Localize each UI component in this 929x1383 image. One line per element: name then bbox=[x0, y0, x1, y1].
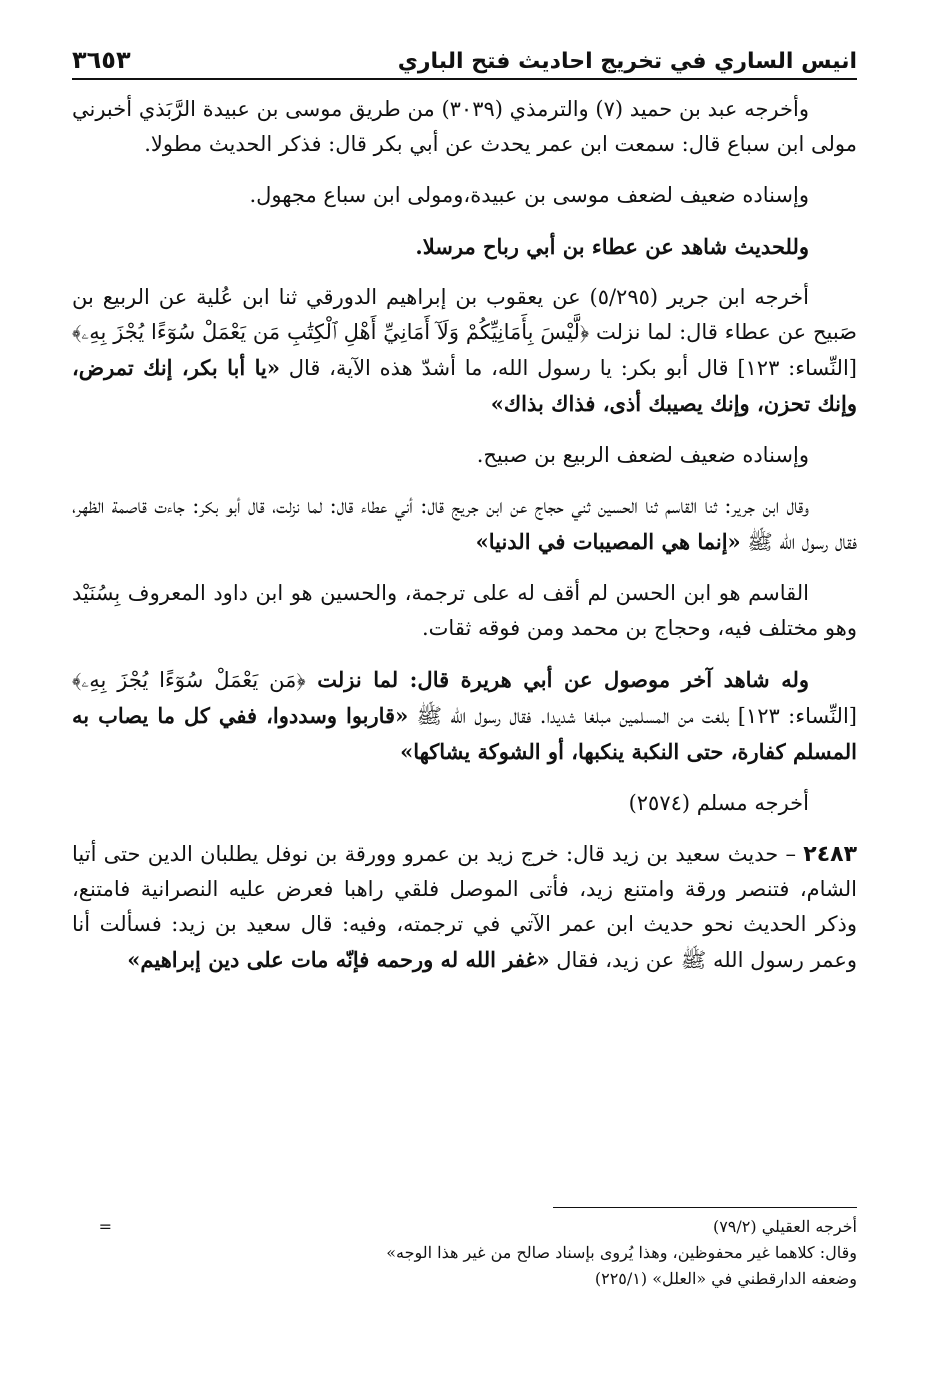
main-text bbox=[72, 92, 857, 978]
footnote-marker: = bbox=[98, 1217, 112, 1236]
footnote-line bbox=[72, 1214, 857, 1240]
text-segment-bold: وله شاهد آخر موصول عن أبي هريرة قال: لما نزلت bbox=[305, 667, 809, 692]
hadith-entry bbox=[72, 837, 857, 978]
paragraph-ibn-jarir-1 bbox=[72, 280, 857, 422]
page-header bbox=[72, 30, 857, 80]
paragraph-takhrij-tirmidhi: وأخرجه عبد بن حميد (٧) والترمذي (٣٠٣٩) من طريق موسى بن عبيدة الرَّبَذي أخبرني مولى ابن سباع قال: سمعت ابن عمر يحدث عن أبي بكر قال: فذكر الحديث مطولا. bbox=[72, 97, 857, 156]
page-number: ٣٦٥٣ bbox=[72, 46, 131, 74]
entry-number: ٢٤٨٣ bbox=[803, 842, 857, 867]
footnote-line: وقال: كلاهما غير محفوظين، وهذا يُروى بإسناد صالح من غير هذا الوجه» bbox=[386, 1243, 857, 1262]
text-segment: [النِّساء: ١٢٣] قال أبو بكر: يا رسول الله، ما أشدّ هذه الآية، قال bbox=[279, 356, 857, 380]
paragraph-abu-hurayra bbox=[72, 662, 857, 770]
text-segment: – حديث سعيد بن زيد قال: خرج زيد بن عمرو وورقة بن نوفل يطلبان الدين حتى أتيا الشام، فتنصر ورقة وامتنع زيد، فأتى الموصل فلقي راهبا فعرض عليه النصرانية فامتنع، وذكر الحديث نحو حديث ابن عمر الآتي في ترجمته، وفيه: قال سعيد بن زيد: فسألت أنا وعمر رسول الله ﷺ عن زيد، فقال bbox=[72, 842, 857, 972]
text-segment: وقال ابن جرير: ثنا القاسم ثنا الحسين ثني حجاج عن ابن جريج قال: أني عطاء قال: لما نزلت، قال أبو بكر: جاءت قاصمة الظهر، فقال رسول الله ﷺ bbox=[72, 494, 857, 554]
quran-verse: ﴿مَن يَعْمَلْ سُوٓءًا يُجْزَ بِهِۦ﴾ bbox=[72, 668, 306, 692]
paragraph-isnad-weak-2: وإسناده ضعيف لضعف الربيع بن صبيح. bbox=[476, 443, 809, 467]
paragraph-isnad-weak-1: وإسناده ضعيف لضعف موسى بن عبيدة،ومولى ابن سباع مجهول. bbox=[249, 183, 809, 207]
hadith-text: «قاربوا وسددوا، ففي كل ما يصاب به المسلم كفارة، حتى النكبة ينكبها، أو الشوكة يشاكها» bbox=[72, 703, 857, 764]
footnote-line: وضعفه الدارقطني في «العلل» (٢٢٥/١) bbox=[594, 1269, 857, 1288]
text-segment: [النِّساء: ١٢٣] بلغت من المسلمين مبلغا شديدا. فقال رسول الله ﷺ bbox=[408, 704, 857, 728]
footnote-divider bbox=[553, 1207, 857, 1208]
paragraph-muslim: أخرجه مسلم (٢٥٧٤) bbox=[628, 791, 809, 815]
paragraph-narrators: القاسم هو ابن الحسن لم أقف له على ترجمة، والحسين هو ابن داود المعروف بِسُنَيْد وهو مختلف فيه، وحجاج بن محمد ومن فوقه ثقات. bbox=[72, 581, 857, 640]
text-segment: أخرجه ابن جرير (٥/٢٩٥) عن يعقوب بن إبراهيم الدورقي ثنا ابن عُلية عن الربيع بن صَبيح عن عطاء قال: لما نزلت bbox=[72, 285, 858, 344]
footnotes bbox=[72, 1214, 857, 1292]
hadith-text: «إنما هي المصيبات في الدنيا» bbox=[475, 529, 741, 554]
hadith-text: «غفر الله له ورحمه فإنّه مات على دين إبراهيم» bbox=[127, 947, 550, 972]
hadith-text: «يا أبا بكر، إنك تمرض، وإنك تحزن، وإنك يصيبك أذى، فذاك بذاك» bbox=[72, 355, 857, 416]
running-title: انيس الساري في تخريج احاديث فتح الباري bbox=[397, 49, 857, 74]
paragraph-ibn-jarir-2 bbox=[72, 489, 857, 560]
quran-verse: ﴿لَّيْسَ بِأَمَانِيِّكُمْ وَلَآ أَمَانِيِّ أَهْلِ ٱلْكِتَٰبِ مَن يَعْمَلْ سُوٓءًا يُجْزَ بِهِۦ﴾ bbox=[72, 320, 590, 344]
paragraph-shahid-ata: وللحديث شاهد عن عطاء بن أبي رباح مرسلا. bbox=[415, 234, 809, 259]
footnote-text: أخرجه العقيلي (٧٩/٢) bbox=[712, 1217, 857, 1236]
